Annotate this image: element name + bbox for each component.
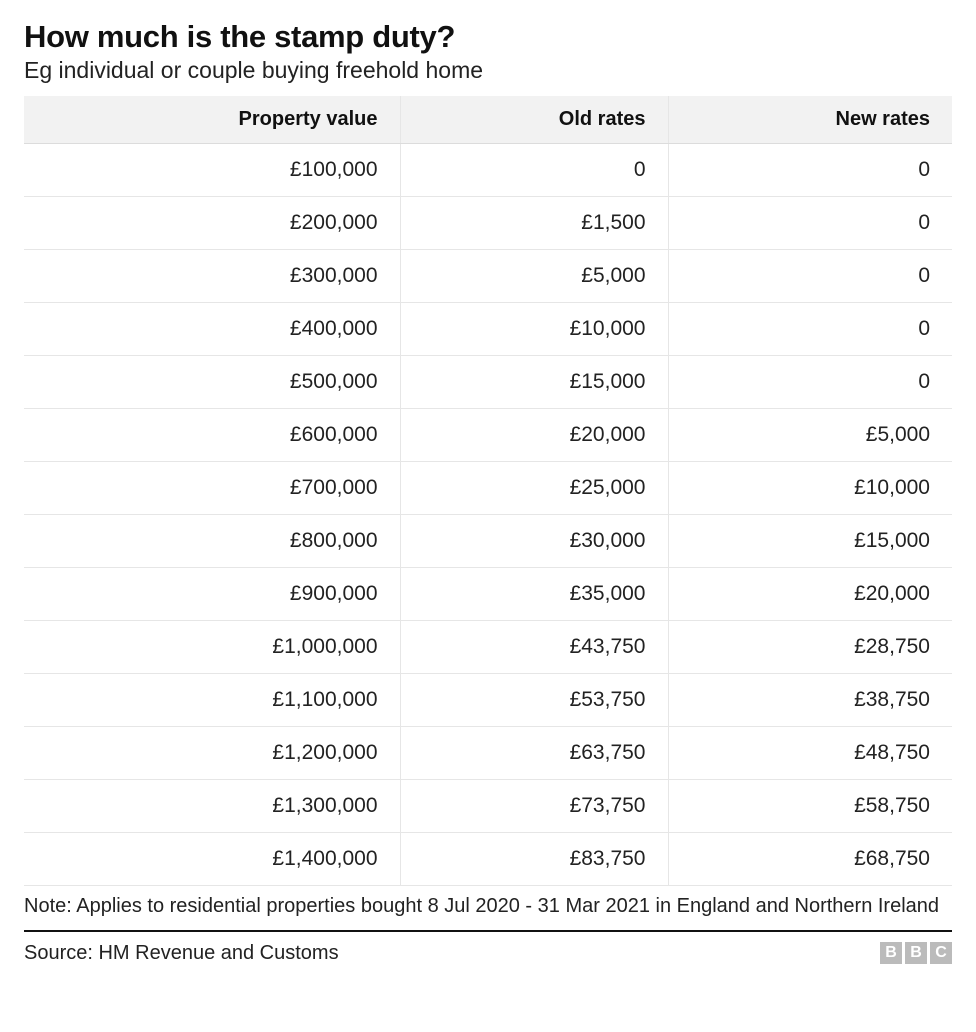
cell-new-rate: 0 [668,250,952,303]
chart-note: Note: Applies to residential properties bought 8 Jul 2020 - 31 Mar 2021 in England and Northern Ireland [24,895,940,918]
cell-property-value: £700,000 [24,462,400,515]
cell-old-rate: £30,000 [400,515,668,568]
chart-source: Source: HM Revenue and Customs [24,941,339,964]
cell-property-value: £200,000 [24,197,400,250]
cell-property-value: £800,000 [24,515,400,568]
table-row [24,833,952,886]
table-row [24,250,952,303]
table-row [24,409,952,462]
table-header [24,96,952,144]
cell-property-value: £100,000 [24,144,400,197]
cell-property-value: £1,100,000 [24,674,400,727]
cell-new-rate: 0 [668,197,952,250]
cell-old-rate: 0 [400,144,668,197]
cell-old-rate: £63,750 [400,727,668,780]
cell-property-value: £1,300,000 [24,780,400,833]
cell-new-rate: £15,000 [668,515,952,568]
cell-old-rate: £1,500 [400,197,668,250]
cell-property-value: £900,000 [24,568,400,621]
cell-old-rate: £10,000 [400,303,668,356]
cell-old-rate: £43,750 [400,621,668,674]
table-row [24,197,952,250]
cell-property-value: £1,000,000 [24,621,400,674]
table-row [24,462,952,515]
cell-new-rate: 0 [668,356,952,409]
cell-new-rate: £5,000 [668,409,952,462]
table-row [24,727,952,780]
cell-old-rate: £35,000 [400,568,668,621]
cell-old-rate: £15,000 [400,356,668,409]
bbc-logo [880,942,952,964]
cell-new-rate: 0 [668,144,952,197]
bbc-logo-letter: B [905,942,927,964]
cell-property-value: £1,400,000 [24,833,400,886]
cell-old-rate: £5,000 [400,250,668,303]
cell-new-rate: £38,750 [668,674,952,727]
column-header-new-rates: New rates [668,96,952,144]
cell-new-rate: £48,750 [668,727,952,780]
chart-title: How much is the stamp duty? [24,19,456,54]
cell-property-value: £600,000 [24,409,400,462]
stamp-duty-table [24,96,952,886]
cell-new-rate: £10,000 [668,462,952,515]
column-header-property-value: Property value [24,96,400,144]
cell-property-value: £1,200,000 [24,727,400,780]
cell-old-rate: £25,000 [400,462,668,515]
table-row [24,621,952,674]
table-row [24,780,952,833]
table-row [24,356,952,409]
table-row [24,568,952,621]
chart-subtitle: Eg individual or couple buying freehold home [24,56,484,83]
table-row [24,303,952,356]
cell-old-rate: £20,000 [400,409,668,462]
cell-old-rate: £83,750 [400,833,668,886]
cell-old-rate: £73,750 [400,780,668,833]
cell-old-rate: £53,750 [400,674,668,727]
cell-new-rate: 0 [668,303,952,356]
table-row [24,515,952,568]
bbc-logo-letter: B [880,942,902,964]
cell-property-value: £300,000 [24,250,400,303]
cell-property-value: £400,000 [24,303,400,356]
table-body [24,144,952,886]
table-row [24,674,952,727]
cell-property-value: £500,000 [24,356,400,409]
cell-new-rate: £28,750 [668,621,952,674]
chart-footer [24,932,952,965]
table-header-row [24,96,952,144]
cell-new-rate: £20,000 [668,568,952,621]
cell-new-rate: £58,750 [668,780,952,833]
bbc-logo-letter: C [930,942,952,964]
column-header-old-rates: Old rates [400,96,668,144]
table-row [24,144,952,197]
cell-new-rate: £68,750 [668,833,952,886]
